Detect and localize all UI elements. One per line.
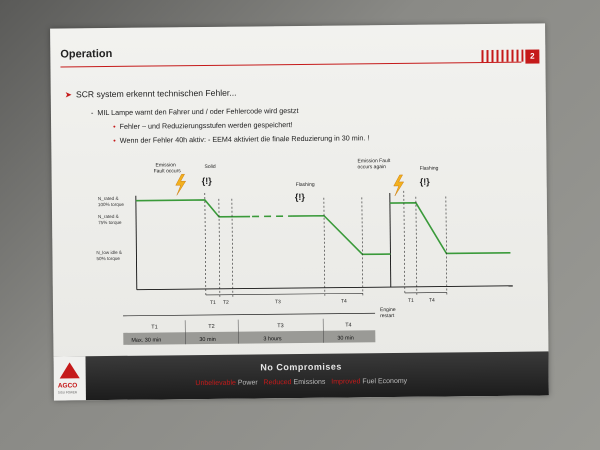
- y-label-75-sub: 75% torque: [98, 219, 122, 226]
- svg-text:{!}: {!}: [294, 191, 305, 203]
- y-label-rated-sub: 100% torque: [97, 201, 124, 208]
- table-value-t4: 30 min: [337, 335, 354, 342]
- footer-slogan: [54, 376, 549, 388]
- engine-restart-label-b: restart: [380, 313, 395, 320]
- solid-label: Solid: [204, 163, 216, 170]
- slogan-word1-red: Unbelievable: [195, 379, 236, 388]
- presentation-slide: [50, 23, 549, 400]
- bullet-main-text: SCR system erkennt technischen Fehler...: [75, 87, 237, 100]
- slogan-word2-red: Reduced: [263, 379, 292, 387]
- svg-text:{!}: {!}: [419, 176, 430, 187]
- arrow-bullet-icon: ➤: [64, 89, 73, 100]
- dash-bullet-icon: -: [90, 108, 94, 118]
- y-label-rated: N_rated &: [97, 195, 119, 202]
- slogan-word3-red: Improved: [331, 378, 361, 386]
- table-value-t2: 30 min: [199, 336, 216, 344]
- logo-subtext: SISU POWER: [57, 390, 78, 395]
- logo-text: AGCO: [57, 382, 78, 390]
- y-label-low: N_low idle &: [96, 249, 122, 256]
- dot-bullet-icon: •: [113, 121, 116, 131]
- period-t3: T3: [274, 299, 281, 306]
- slogan-word3: Fuel Economy: [362, 377, 408, 386]
- agco-logo: [54, 356, 86, 400]
- table-value-t1: Max. 30 min: [131, 337, 162, 344]
- agco-triangle-icon: [54, 356, 86, 400]
- slide-title: Operation: [60, 47, 113, 61]
- flashing-label-2: Flashing: [419, 165, 439, 172]
- svg-text:{!}: {!}: [201, 175, 212, 187]
- dot-bullet-icon: •: [113, 135, 116, 145]
- bullet-sub-text: MIL Lampe warnt den Fahrer und / oder Fehlercode wird gestzt: [97, 106, 299, 118]
- period-t1b: T1: [407, 297, 414, 304]
- bullet-sub2-text: Fehler – und Reduzierungsstufen werden gespeichert!: [119, 120, 293, 131]
- period-t4: T4: [340, 298, 347, 305]
- table-value-t3: 3 hours: [263, 336, 282, 343]
- period-t4b: T4: [428, 297, 435, 304]
- flashing-label-1: Flashing: [295, 181, 315, 189]
- table-header-t3: T3: [277, 323, 284, 330]
- timing-table: [50, 23, 548, 358]
- period-t2: T2: [222, 299, 229, 306]
- table-header-t4: T4: [345, 322, 352, 329]
- table-header-t1: T1: [151, 324, 158, 331]
- emission-fault-label-1b: Fault occurs: [153, 168, 181, 175]
- emission-fault-label-1a: Emission: [155, 162, 176, 169]
- footer-tagline: No Compromises: [260, 361, 342, 373]
- emission-fault-label-2a: Emission Fault: [357, 158, 391, 165]
- y-label-75: N_rated &: [98, 213, 119, 220]
- page-number: 2: [525, 49, 539, 63]
- y-label-low-sub: 50% torque: [96, 255, 121, 262]
- bullet-sub3-text: Wenn der Fehler 40h aktiv: - EEM4 aktiviert die finale Reduzierung in 30 min. !: [119, 133, 370, 145]
- emission-fault-label-2b: occurs again: [357, 164, 386, 171]
- slide-footer: [54, 351, 549, 400]
- engine-restart-label-a: Engine: [380, 306, 396, 314]
- slogan-word1: Power: [237, 379, 258, 387]
- period-t1: T1: [209, 299, 216, 306]
- table-header-t2: T2: [208, 323, 215, 330]
- slogan-word2: Emissions: [293, 378, 326, 387]
